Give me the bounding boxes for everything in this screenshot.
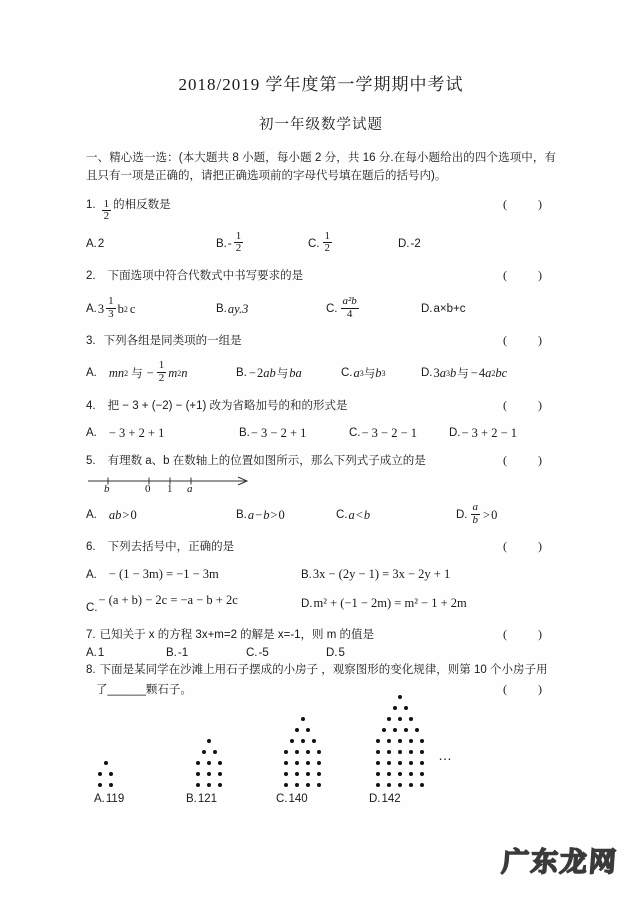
question-3-text: 下列各组是同类项的一组是 [103, 335, 242, 348]
figure-dot [409, 750, 413, 754]
question-8-text-line1: 下面是某同学在沙滩上用石子摆成的小房子 ，观察图形的变化规律，则第 10 个小房子用 [99, 663, 548, 676]
page-subtitle: 初一年级数学试题 [259, 117, 383, 133]
question-3-stem [86, 331, 556, 350]
figure-dot [218, 772, 222, 776]
figure-dot [415, 728, 419, 732]
question-1-option-d[interactable]: D. -2 [398, 237, 421, 250]
question-2-option-a[interactable]: A. 3 $\frac{1}{3}$ b 2 c [86, 295, 136, 320]
question-6-number: 6. [86, 541, 96, 554]
question-1-fraction: $\frac{1}{2}$ [103, 197, 110, 223]
question-6-options-row2 [86, 593, 556, 615]
question-5-option-a[interactable]: A. ab > 0 [86, 507, 137, 522]
figure-dot [398, 695, 402, 699]
figure-dot [218, 783, 222, 787]
question-1-options [86, 229, 556, 256]
question-1-text: 的相反数是 [113, 198, 171, 211]
question-5-option-d[interactable]: D. $\frac{a}{b}$ > 0 [456, 501, 498, 526]
question-1-option-b[interactable]: B. - $\frac{1}{2}$ [216, 229, 242, 255]
figure-dot [196, 761, 200, 765]
question-6-options-row1 [86, 567, 556, 582]
option-c-fraction: $\frac{\text{a²b}}{4}$ [342, 295, 357, 320]
question-4-option-a[interactable]: A. − 3 + 2 + 1 [86, 425, 165, 440]
figure-dot [382, 728, 386, 732]
figure-dot [393, 728, 397, 732]
question-3-options [86, 361, 556, 385]
figure-dot [317, 783, 321, 787]
figure-dot [306, 761, 310, 765]
question-2-option-b[interactable]: B. ay.3 [216, 301, 249, 316]
question-6-text: 下列去括号中，正确的是 [107, 541, 235, 554]
question-8-option-b[interactable]: B.121 [186, 793, 218, 806]
question-3-option-a[interactable]: A. mn 2 与 − $\frac{1}{2}$ m 2 n [86, 359, 188, 384]
number-line-label-a: a [187, 483, 193, 495]
question-4-option-d[interactable]: D. − 3 + 2 − 1 [449, 425, 518, 440]
figure-dot [387, 739, 391, 743]
house-figure-1 [98, 761, 115, 789]
figure-dot [409, 783, 413, 787]
figure-dot [387, 717, 391, 721]
figure-dot [196, 783, 200, 787]
question-7-options [86, 647, 556, 659]
question-2-options [86, 297, 556, 321]
figure-dot [398, 772, 402, 776]
figure-dot [387, 750, 391, 754]
figure-dot [312, 739, 316, 743]
question-1 [86, 195, 556, 256]
question-8-option-d[interactable]: D.142 [369, 793, 401, 806]
figure-dot [387, 783, 391, 787]
figure-dot [420, 750, 424, 754]
question-1-answer-blank: ( ) [503, 196, 556, 211]
figure-dot [207, 772, 211, 776]
figure-dot [387, 761, 391, 765]
number-line-label-1: 1 [167, 483, 173, 495]
figure-dot [376, 772, 380, 776]
option-c-fraction: $\frac{1}{2}$ [324, 229, 330, 255]
figure-dot [207, 739, 211, 743]
figure-dot [398, 783, 402, 787]
question-7-option-d[interactable]: D. 5 [326, 646, 345, 659]
number-line-label-0: 0 [145, 483, 151, 495]
house-figure-4 [376, 695, 426, 789]
figure-dot [104, 761, 108, 765]
question-4-number: 4. [86, 399, 96, 412]
question-6-option-a[interactable]: A. − (1 − 3m) = −1 − 3m [86, 567, 219, 582]
question-8-figure [86, 707, 556, 789]
figure-ellipsis: … [438, 747, 454, 764]
question-1-option-a[interactable]: A. 2 [86, 237, 105, 250]
question-6-stem [86, 537, 556, 556]
question-8-answer-blank: ( ) [503, 681, 556, 696]
figure-dot [404, 728, 408, 732]
figure-dot [398, 750, 402, 754]
figure-dot [398, 761, 402, 765]
figure-dot [295, 750, 299, 754]
figure-dot [218, 761, 222, 765]
figure-dot [376, 783, 380, 787]
question-8-stem-line1 [86, 662, 556, 679]
figure-dot [109, 772, 113, 776]
figure-dot [295, 761, 299, 765]
question-4-stem [86, 396, 556, 415]
watermark: 广东龙网 [500, 847, 619, 878]
number-line-label-b: b [104, 483, 110, 495]
figure-dot [409, 739, 413, 743]
question-8-option-a[interactable]: A.119 [94, 793, 125, 806]
figure-dot [420, 761, 424, 765]
question-4 [86, 396, 556, 441]
question-7-number: 7. [86, 629, 96, 642]
question-5-text: 有理数 a、b 在数轴上的位置如图所示，那么下列式子成立的是 [107, 454, 426, 467]
question-5-number: 5. [86, 454, 96, 467]
question-6-answer-blank: ( ) [503, 539, 556, 554]
question-7-option-c[interactable]: C. -5 [246, 646, 269, 659]
question-6-option-b[interactable]: B. 3x − (2y − 1) = 3x − 2y + 1 [301, 567, 451, 582]
question-7-answer-blank: ( ) [503, 627, 556, 642]
question-5-option-b[interactable]: B. a − b > 0 [236, 507, 285, 522]
option-a-fraction: $\frac{1}{2}$ [158, 359, 165, 384]
question-8 [86, 662, 556, 810]
figure-dot [196, 772, 200, 776]
house-figure-2 [196, 739, 224, 789]
question-8-text-line2: 了______颗石子。 [96, 683, 192, 696]
page-title: 2018/2019 学年度第一学期期中考试 [178, 75, 464, 94]
figure-dot [398, 717, 402, 721]
figure-dot [284, 761, 288, 765]
figure-dot [295, 728, 299, 732]
question-7-option-a[interactable]: A. 1 [86, 646, 105, 659]
question-3-option-c[interactable]: C. a 3 与 b 3 [341, 365, 386, 381]
figure-dot [301, 717, 305, 721]
question-8-option-c[interactable]: C.140 [276, 793, 308, 806]
question-5-options [86, 503, 556, 527]
question-7-option-b[interactable]: B. -1 [166, 646, 189, 659]
question-3-answer-blank: ( ) [503, 333, 556, 348]
option-d-fraction: $\frac{a}{b}$ [472, 501, 478, 526]
question-6 [86, 537, 556, 615]
figure-dot [404, 706, 408, 710]
figure-dot [420, 772, 424, 776]
option-b-fraction: $\frac{1}{2}$ [235, 229, 242, 255]
figure-dot [284, 783, 288, 787]
question-3 [86, 331, 556, 385]
figure-dot [98, 783, 102, 787]
figure-dot [207, 761, 211, 765]
question-2-option-d[interactable]: D. a×b+c [421, 303, 466, 316]
figure-dot [202, 750, 206, 754]
question-5-stem [86, 451, 556, 470]
figure-dot [306, 783, 310, 787]
figure-dot [295, 772, 299, 776]
figure-dot [317, 772, 321, 776]
figure-dot [409, 717, 413, 721]
option-a-fraction: $\frac{1}{3}$ [108, 295, 114, 320]
figure-dot [207, 783, 211, 787]
house-figure-3 [284, 717, 323, 789]
question-4-answer-blank: ( ) [503, 397, 556, 412]
question-4-option-b[interactable]: B. − 3 − 2 + 1 [239, 425, 307, 440]
figure-dot [376, 739, 380, 743]
figure-dot [387, 772, 391, 776]
section-instructions: 一、精心选一选：(本大题共 8 小题，每小题 2 分，共 16 分.在每小题给出的四个选项中，有且只有一项是正确的，请把正确选项前的字母代号填在题后的括号内)。 [86, 152, 556, 182]
figure-dot [109, 783, 113, 787]
figure-dot [317, 750, 321, 754]
figure-dot [398, 739, 402, 743]
question-8-options [86, 793, 556, 809]
question-7 [86, 625, 556, 658]
figure-dot [409, 772, 413, 776]
question-2-answer-blank: ( ) [503, 267, 556, 282]
question-1-stem [86, 195, 556, 224]
figure-dot [317, 761, 321, 765]
question-5-number-line-figure [86, 471, 556, 497]
question-5 [86, 451, 556, 527]
figure-dot [290, 739, 294, 743]
figure-dot [420, 739, 424, 743]
question-3-number: 3. [86, 335, 96, 348]
question-2-text: 下面选项中符合代数式中书写要求的是 [107, 269, 304, 282]
question-4-options [86, 426, 556, 441]
question-1-option-c[interactable]: C. $\frac{1}{2}$ [308, 229, 330, 255]
question-5-option-c[interactable]: C. a < b [336, 507, 371, 522]
question-7-text: 已知关于 x 的方程 3x+m=2 的解是 x=-1，则 m 的值是 [99, 629, 375, 642]
question-3-option-b[interactable]: B. − 2 ab 与 ba [236, 365, 302, 381]
figure-dot [295, 783, 299, 787]
question-8-stem-line2 [86, 680, 556, 699]
question-3-option-d[interactable]: D. 3 a 3 b 与 − 4 a 2 bc [421, 365, 508, 381]
figure-dot [306, 772, 310, 776]
figure-dot [284, 750, 288, 754]
question-6-option-d[interactable]: D. m² + (−1 − 2m) = m² − 1 + 2m [301, 596, 467, 611]
question-1-number: 1. [86, 198, 96, 211]
figure-dot [393, 706, 397, 710]
question-4-option-c[interactable]: C. − 3 − 2 − 1 [349, 425, 418, 440]
question-2-option-c[interactable]: C. $\frac{\text{a²b}}{4}$ [326, 295, 357, 320]
figure-dot [213, 750, 217, 754]
question-2 [86, 266, 556, 321]
figure-dot [376, 761, 380, 765]
question-7-stem [86, 625, 556, 644]
figure-dot [306, 750, 310, 754]
question-2-number: 2. [86, 269, 96, 282]
question-4-text: 把 − 3 + (−2) − (+1) 改为省略加号的和的形式是 [107, 399, 348, 412]
figure-dot [376, 750, 380, 754]
figure-dot [98, 772, 102, 776]
number-line-icon [86, 475, 266, 489]
figure-dot [420, 783, 424, 787]
figure-dot [409, 761, 413, 765]
figure-dot [306, 728, 310, 732]
question-6-option-c[interactable]: C. − (a + b) − 2c = −a − b + 2c [86, 593, 238, 615]
page-content [86, 70, 556, 812]
question-2-stem [86, 266, 556, 285]
figure-dot [284, 772, 288, 776]
figure-dot [301, 739, 305, 743]
question-8-number: 8. [86, 663, 96, 676]
question-5-answer-blank: ( ) [503, 452, 556, 467]
